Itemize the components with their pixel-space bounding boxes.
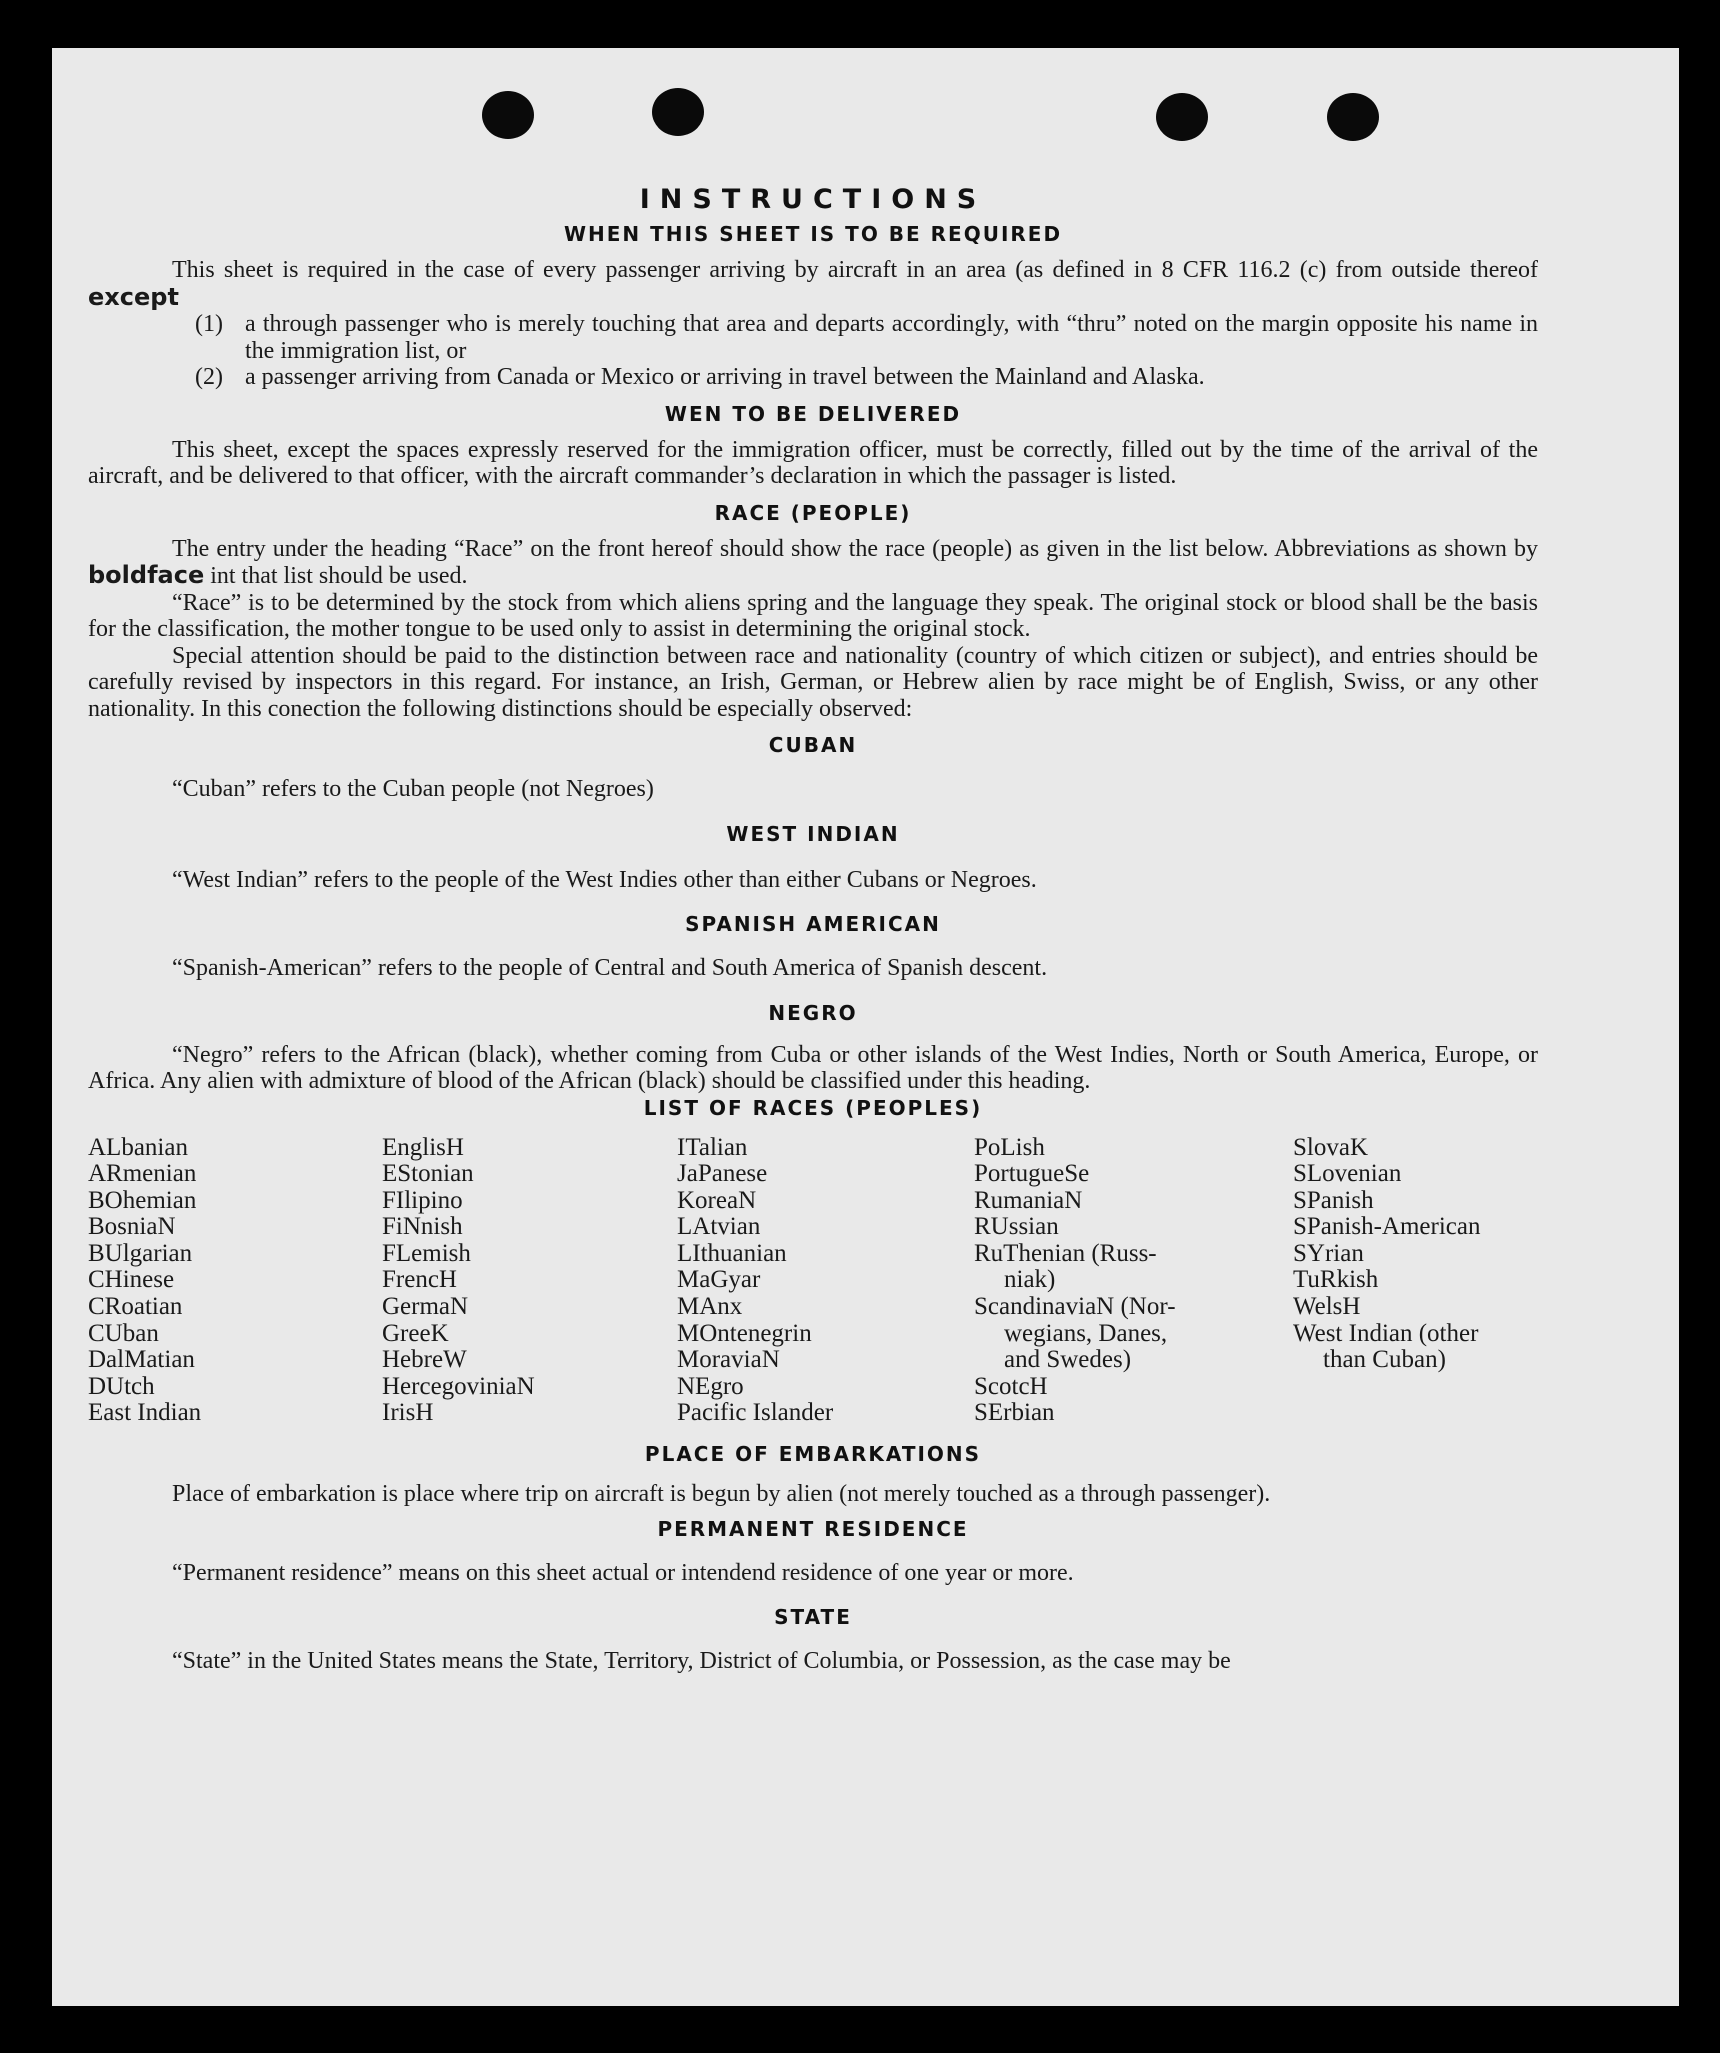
race-entry: PortugueSe	[974, 1160, 1090, 1188]
race-entry: SErbian	[974, 1399, 1055, 1427]
required-except-bold: except	[88, 282, 179, 311]
heading-west-indian: WEST INDIAN	[726, 821, 900, 846]
races-column-1	[88, 1135, 382, 1428]
race-entry: BUlgarian	[88, 1239, 193, 1267]
race-entry-continued: than Cuban)	[1323, 1346, 1446, 1374]
race-entry: MOntenegrin	[677, 1319, 812, 1347]
race-entry: CHinese	[88, 1266, 175, 1294]
races-column-3	[677, 1135, 974, 1428]
race-entry: IrisH	[382, 1399, 434, 1427]
race-entry: CRoatian	[88, 1293, 183, 1321]
races-list	[88, 1135, 1538, 1428]
race-entry: WelsH	[1293, 1293, 1361, 1321]
heading-cuban: CUBAN	[768, 733, 858, 757]
race-entry: FLemish	[382, 1239, 471, 1267]
race-entry: DUtch	[88, 1372, 155, 1400]
race-entry: RuThenian (Russ-	[974, 1239, 1157, 1267]
race-entry: EStonian	[382, 1160, 474, 1188]
race-entry: MaGyar	[677, 1266, 761, 1294]
race-entry-continued: wegians, Danes,	[1004, 1319, 1168, 1347]
race-entry: RUssian	[974, 1213, 1059, 1241]
race-paragraph-3: Special attention should be paid to the distinction between race and nationality (country of which citizen or subject), and entries should be carefully revised by inspectors in this regard. For instance, an Irish, German, or Hebrew alien by race might be of English, Swiss, or any other nationality. In this conection the following distinctions should be especially observed:	[88, 642, 1538, 722]
race-entry: MAnx	[677, 1293, 743, 1321]
race-entry-continued: niak)	[1004, 1266, 1056, 1294]
race-entry: EnglisH	[382, 1133, 464, 1161]
document-page	[52, 48, 1679, 2006]
race-entry: Pacific Islander	[677, 1399, 834, 1427]
race-entry: GreeK	[382, 1319, 449, 1347]
race-entry: ITalian	[677, 1133, 748, 1161]
race-p1-text-end: int that list should be used.	[204, 563, 468, 589]
race-entry: KoreaN	[677, 1186, 757, 1214]
race-entry: HercegoviniaN	[382, 1372, 535, 1400]
races-column-4	[974, 1135, 1293, 1428]
required-item-1	[195, 311, 1538, 364]
item-number: (1)	[195, 311, 223, 337]
race-entry: LIthuanian	[677, 1239, 787, 1267]
race-entry: TuRkish	[1293, 1266, 1379, 1294]
item-text: a passenger arriving from Canada or Mexico or arriving in travel between the Mainland and Alaska.	[245, 364, 1205, 390]
heading-permanent-residence: PERMANENT RESIDENCE	[657, 1516, 969, 1541]
heading-place-of-embarkation: PLACE OF EMBARKATIONS	[644, 1442, 982, 1467]
race-entry: SLovenian	[1293, 1160, 1402, 1188]
punch-hole-3	[1156, 93, 1208, 141]
punch-hole-4	[1327, 93, 1379, 141]
race-entry: ScotcH	[974, 1372, 1048, 1400]
required-item-2	[195, 364, 1538, 391]
race-entry: East Indian	[88, 1399, 202, 1427]
race-paragraph-2: “Race” is to be determined by the stock from which aliens spring and the language they speak. The original stock or blood shall be the basis for the classification, the mother tongue to be used only to assist in determining the original stock.	[88, 589, 1538, 642]
heading-spanish-american: SPANISH AMERICAN	[685, 912, 941, 936]
race-entry: SlovaK	[1293, 1133, 1368, 1161]
heading-state: STATE	[774, 1605, 852, 1630]
race-entry: BOhemian	[88, 1186, 197, 1214]
race-boldface-word: boldface	[88, 561, 205, 589]
race-entry: CUban	[88, 1319, 159, 1347]
race-entry: BosniaN	[88, 1213, 176, 1241]
race-entry: LAtvian	[677, 1213, 761, 1241]
race-entry: GermaN	[382, 1293, 469, 1321]
race-entry: SPanish	[1293, 1186, 1374, 1214]
required-intro-text: This sheet is required in the case of every passenger arriving by aircraft in an area (as defined in 8 CFR 116.2 (c) from outside thereof	[172, 257, 1538, 283]
heading-negro: NEGRO	[768, 1000, 858, 1025]
state-text: “State” in the United States means the State, Territory, District of Columbia, or Possession, as the case may be	[172, 1648, 1231, 1675]
item-number: (2)	[195, 364, 223, 390]
heading-list-of-races: LIST OF RACES (PEOPLES)	[643, 1095, 983, 1120]
race-entry: West Indian (other	[1293, 1319, 1479, 1347]
punch-hole-2	[652, 88, 704, 136]
race-entry: ScandinaviaN (Nor-	[974, 1293, 1176, 1321]
race-entry: ARmenian	[88, 1160, 197, 1188]
race-entry: RumaniaN	[974, 1186, 1083, 1214]
race-entry: FIlipino	[382, 1186, 463, 1214]
spanish-american-text: “Spanish-American” refers to the people of Central and South America of Spanish descent.	[172, 955, 1048, 981]
race-entry: PoLish	[974, 1133, 1045, 1161]
delivered-text: This sheet, except the spaces expressly reserved for the immigration officer, must be correctly, filled out by the time of the arrival of the aircraft, and be delivered to that officer, with the aircraft commander’s declaration in which the passager is listed.	[88, 436, 1538, 489]
race-entry: SPanish-American	[1293, 1213, 1481, 1241]
punch-hole-1	[482, 91, 534, 139]
race-entry: HebreW	[382, 1346, 467, 1374]
race-entry-continued: and Swedes)	[1004, 1346, 1132, 1374]
negro-text: “Negro” refers to the African (black), whether coming from Cuba or other islands of the West Indies, North or South America, Europe, or Africa. Any alien with admixture of blood of the African (black) should be classified under this heading.	[88, 1041, 1538, 1094]
page-title: INSTRUCTIONS	[639, 184, 987, 215]
heading-when-required: WHEN THIS SHEET IS TO BE REQUIRED	[563, 222, 1063, 246]
races-column-2	[382, 1135, 677, 1428]
race-entry: SYrian	[1293, 1239, 1364, 1267]
race-entry: DalMatian	[88, 1346, 195, 1374]
cuban-text: “Cuban” refers to the Cuban people (not Negroes)	[172, 776, 654, 802]
embarkation-text: Place of embarkation is place where trip on aircraft is begun by alien (not merely touched as a through passenger).	[172, 1481, 1271, 1508]
race-entry: NEgro	[677, 1372, 744, 1400]
race-entry: JaPanese	[677, 1160, 768, 1188]
instructions-content	[88, 183, 1538, 1675]
item-text: a through passenger who is merely touching that area and departs accordingly, with “thru” noted on the margin opposite his name in the immigration list, or	[245, 311, 1538, 364]
required-intro	[88, 257, 1538, 311]
west-indian-text: “West Indian” refers to the people of the West Indies other than either Cubans or Negroes.	[172, 866, 1037, 893]
residence-text: “Permanent residence” means on this sheet actual or intendend residence of one year or more.	[172, 1559, 1074, 1586]
race-entry: ALbanian	[88, 1133, 188, 1161]
race-p1-text: The entry under the heading “Race” on the front hereof should show the race (people) as given in the list below. Abbreviations as shown by	[172, 535, 1538, 562]
heading-when-delivered: WEN TO BE DELIVERED	[664, 401, 962, 426]
race-entry: MoraviaN	[677, 1346, 780, 1374]
heading-race: RACE (PEOPLE)	[714, 500, 912, 525]
race-paragraph-1	[88, 536, 1538, 590]
race-entry: FrencH	[382, 1266, 457, 1294]
races-column-5	[1293, 1135, 1538, 1428]
race-entry: FiNnish	[382, 1213, 463, 1241]
